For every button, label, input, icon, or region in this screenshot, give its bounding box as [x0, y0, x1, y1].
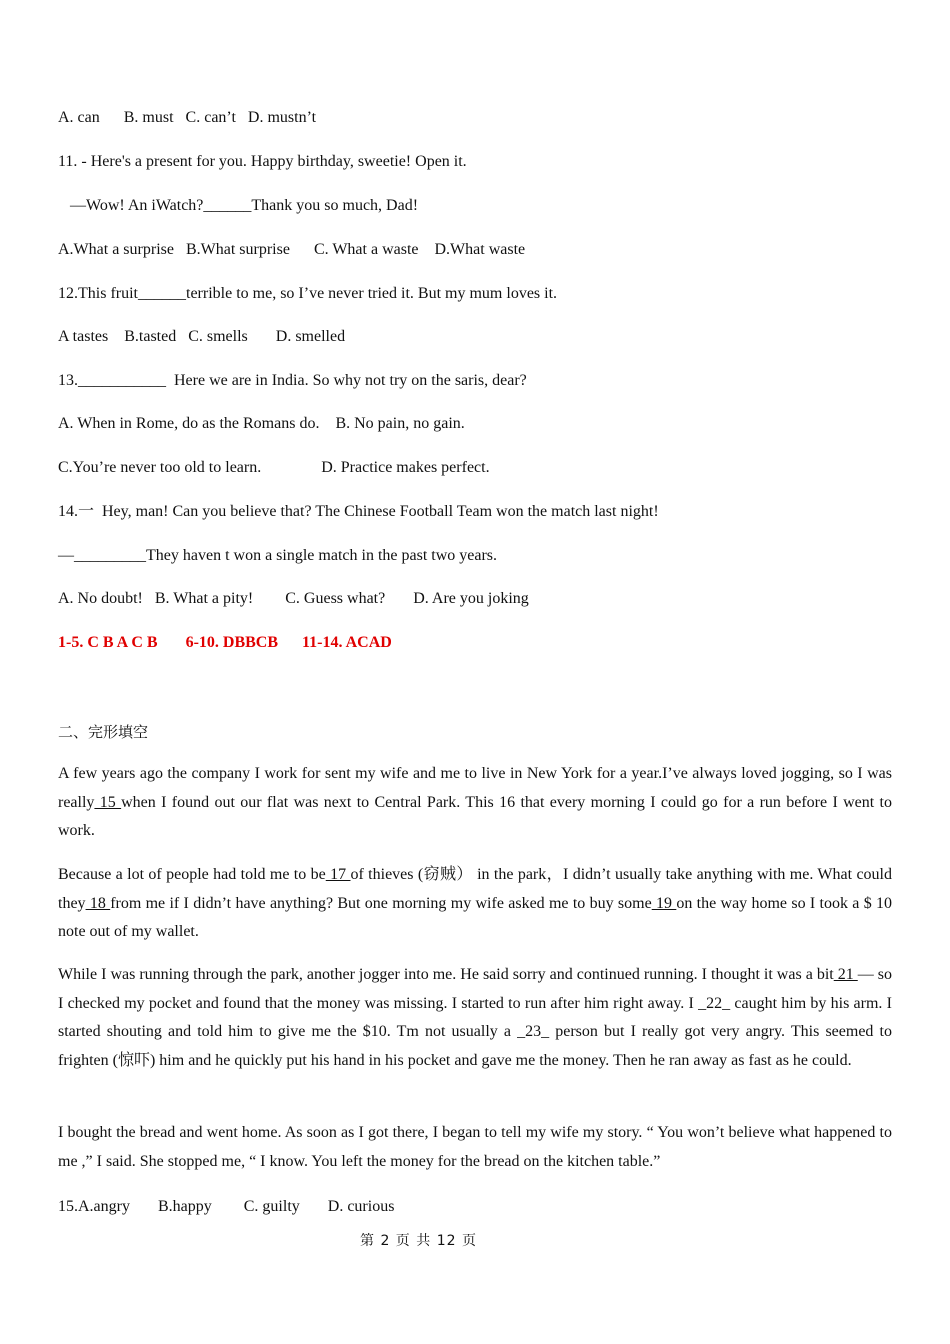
q13-blank: ___________ — [78, 372, 166, 389]
q14-reply-pre: — — [58, 547, 74, 564]
p1-text-c: when I found out our flat was next to Central Park. This 16 that every morning I could go for a run before I went to work. — [58, 793, 892, 840]
q14-stem: 14.一 Hey, man! Can you believe that? The Chinese Football Team won the match last night! — [58, 503, 659, 520]
q10-options: A. can B. must C. can’t D. mustn’t — [58, 109, 317, 126]
p1-text-a: A few years ago the company I work for sent my wife and me to live in New York for a year.I’ve always loved jogging, so I was really — [58, 765, 892, 811]
blank-17: 17 — [325, 866, 351, 883]
q13-stem — [58, 371, 527, 391]
p4-text: I bought the bread and went home. As soon as I got there, I began to tell my wife my story. “ You won’t believe what happened to me ,” I said. She stopped me, “ I know. You left the money for the bread on the kitchen table.” — [58, 1124, 892, 1170]
p2-text-a: Because a lot of people had told me to be — [58, 866, 326, 883]
q11-reply — [58, 196, 418, 216]
q12-post: terrible to me, so I’ve never tried it. But my mum loves it. — [186, 285, 558, 302]
q13-pre: 13. — [58, 372, 78, 389]
q13-options-cd: C.You’re never too old to learn. D. Practice makes perfect. — [58, 459, 490, 476]
p3-text-c: — so I checked my pocket and found that the money was missing. I started to run after him right away. I _22_ caught him by his arm. I started shouting and told him to give me the $10. Tm not usually a _23_ person but I really got very angry. This seemed to frighten (惊吓) him and he quickly put his hand in his pocket and gave me the money. Then he ran away as fast as he could. — [58, 966, 892, 1070]
passage-paragraph-1 — [58, 760, 892, 846]
page-footer: 第 2 页 共 12 页 — [360, 1233, 477, 1249]
p3-text-a: While I was running through the park, another jogger into me. He said sorry and continued running. I thought it was a bit — [58, 966, 834, 983]
blank-21: 21 — [833, 966, 858, 983]
q15-options: 15.A.angry B.happy C. guilty D. curious — [58, 1198, 395, 1215]
q12-options: A tastes B.tasted C. smells D. smelled — [58, 328, 346, 345]
q12-blank: ______ — [138, 285, 186, 302]
q11-blank: ______ — [203, 197, 252, 214]
passage-paragraph-3 — [58, 961, 892, 1076]
blank-19: 19 — [651, 894, 677, 912]
q11-reply-post: Thank you so much, Dad! — [251, 197, 419, 214]
q14-reply-post: They haven t won a single match in the past two years. — [146, 547, 498, 564]
q11-stem: 11. - Here's a present for you. Happy birthday, sweetie! Open it. — [58, 153, 467, 170]
q12-pre: 12.This fruit — [58, 285, 138, 302]
passage-paragraph-2 — [58, 861, 892, 947]
blank-18: 18 — [85, 894, 111, 912]
q11-reply-pre: —Wow! An iWatch? — [58, 197, 204, 214]
q14-reply — [58, 546, 497, 566]
q12-stem — [58, 284, 557, 304]
q13-post: Here we are in India. So why not try on the saris, dear? — [166, 372, 527, 389]
q13-options-ab: A. When in Rome, do as the Romans do. B. No pain, no gain. — [58, 415, 465, 432]
passage-paragraph-4 — [58, 1119, 892, 1176]
p2-text-c: of thieves (窃贼） in the park，I didn’t usually take anything with me. What could they — [58, 866, 893, 912]
section-title: 二、完形填空 — [58, 723, 149, 741]
q14-options: A. No doubt! B. What a pity! C. Guess what? D. Are you joking — [58, 590, 529, 607]
p2-text-g: on the way home so I took a $ 10 note out of my wallet. — [58, 894, 893, 941]
blank-15: 15 — [94, 793, 122, 811]
q14-blank: _________ — [74, 547, 146, 564]
p2-text-e: from me if I didn’t have anything? But one morning my wife asked me to buy some — [110, 894, 652, 912]
q11-options: A.What a surprise B.What surprise C. What a waste D.What waste — [58, 241, 526, 258]
answer-key: 1-5. C B A C B 6-10. DBBCB 11-14. ACAD — [58, 634, 392, 651]
